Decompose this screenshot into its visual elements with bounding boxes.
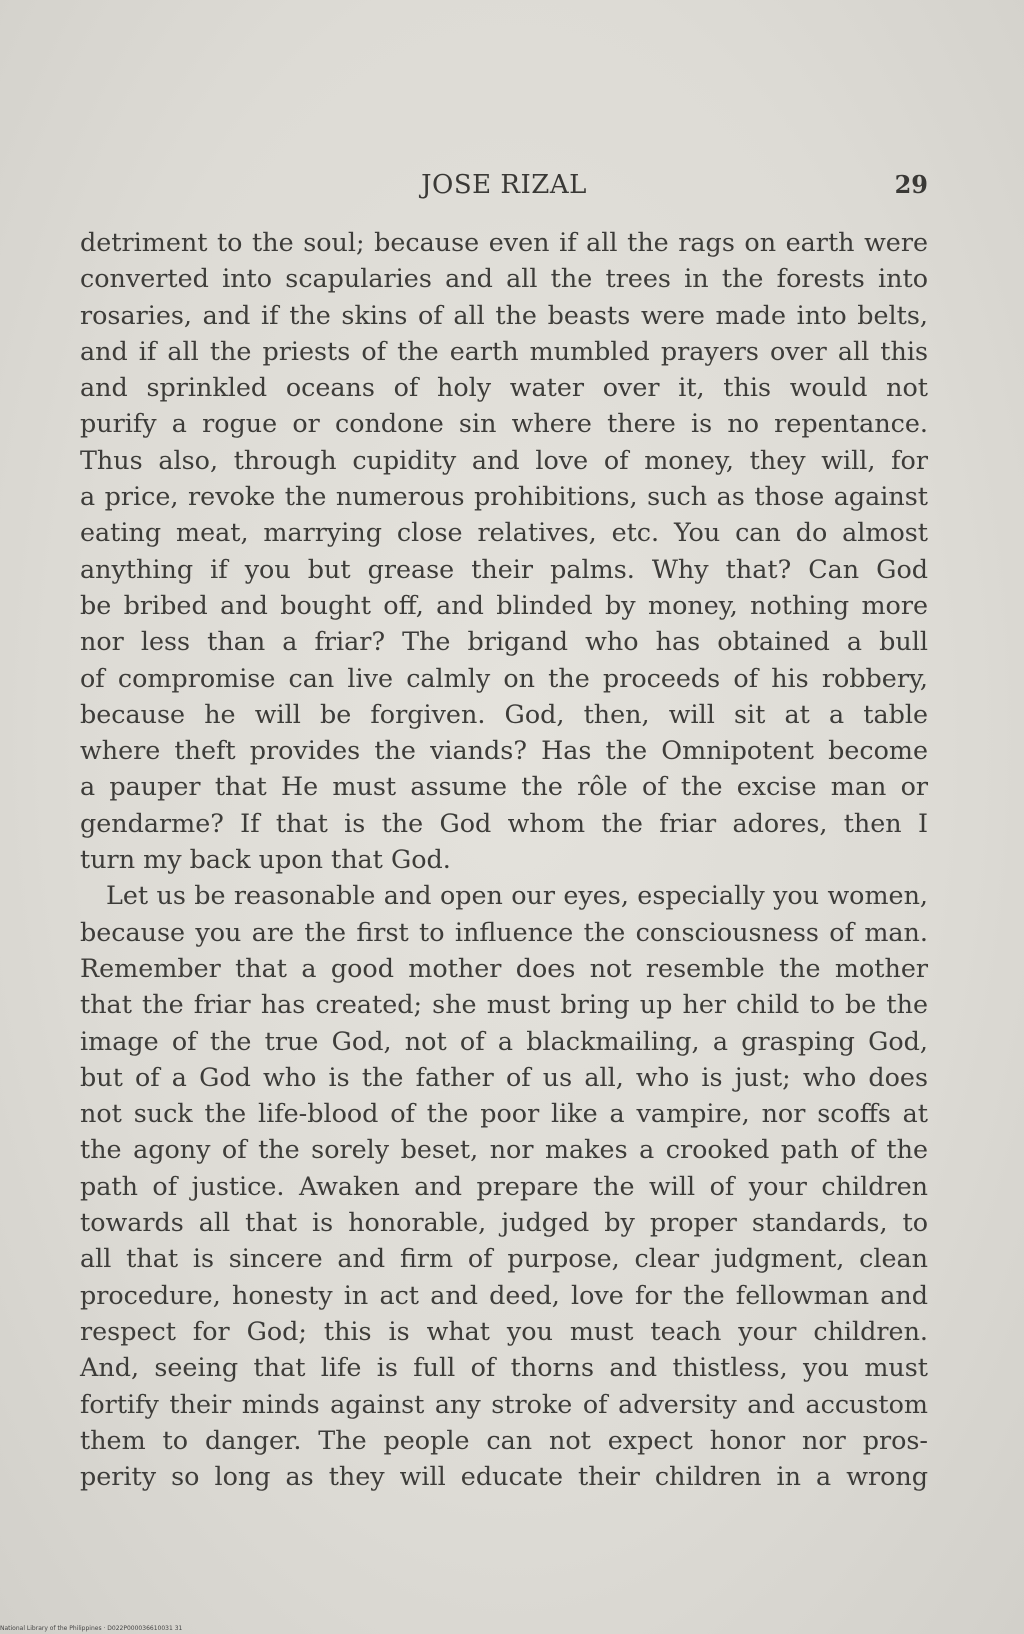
text-line: anything if you but grease their palms. Why that? Can God bbox=[80, 553, 928, 584]
text-line: converted into scapularies and all the trees in the forests into bbox=[80, 263, 928, 294]
text-line: respect for God; this is what you must teach your children. bbox=[80, 1315, 928, 1346]
text-line: detriment to the soul; because even if all the rags on earth were bbox=[80, 227, 928, 257]
text-line: rosaries, and if the skins of all the beasts were made into belts, bbox=[80, 299, 928, 330]
text-line: And, seeing that life is full of thorns and thistless, you must bbox=[80, 1352, 928, 1383]
text-line: because he will be forgiven. God, then, will sit at a table bbox=[80, 698, 928, 729]
text-line: gendarme? If that is the God whom the friar adores, then I bbox=[80, 807, 928, 838]
text-line: path of justice. Awaken and prepare the will of your children bbox=[80, 1170, 928, 1201]
text-line: towards all that is honorable, judged by proper standards, to bbox=[80, 1207, 928, 1238]
text-line: image of the true God, not of a blackmailing, a grasping God, bbox=[80, 1025, 928, 1056]
page-header bbox=[80, 170, 928, 210]
text-line: purify a rogue or condone sin where there is no repentance. bbox=[80, 408, 928, 439]
text-line: Let us be reasonable and open our eyes, especially you women, bbox=[106, 880, 928, 911]
text-line: and if all the priests of the earth mumbled prayers over all this bbox=[80, 335, 928, 366]
text-line: the agony of the sorely beset, nor makes a crooked path of the bbox=[80, 1134, 928, 1165]
text-line: Thus also, through cupidity and love of money, they will, for bbox=[80, 444, 928, 475]
text-line: because you are the first to influence the consciousness of man. bbox=[80, 916, 928, 947]
scan-footer-note: National Library of the Philippines · D022P000036610031 31 bbox=[0, 1625, 183, 1632]
text-line: where theft provides the viands? Has the Omnipotent become bbox=[80, 735, 928, 766]
text-line: of compromise can live calmly on the proceeds of his robbery, bbox=[80, 662, 928, 693]
text-line: eating meat, marrying close relatives, etc. You can do almost bbox=[80, 517, 928, 548]
text-line: fortify their minds against any stroke of adversity and accustom bbox=[80, 1388, 928, 1419]
text-line: nor less than a friar? The brigand who has obtained a bull bbox=[80, 626, 928, 657]
text-line: not suck the life-blood of the poor like a vampire, nor scoffs at bbox=[80, 1098, 928, 1129]
text-line: that the friar has created; she must bring up her child to be the bbox=[80, 989, 928, 1020]
body-text bbox=[80, 224, 928, 1494]
text-line: all that is sincere and firm of purpose, clear judgment, clean bbox=[80, 1243, 928, 1274]
text-line: be bribed and bought off, and blinded by money, nothing more bbox=[80, 589, 928, 620]
text-line: Remember that a good mother does not resemble the mother bbox=[80, 952, 928, 983]
text-line: but of a God who is the father of us all, who is just; who does bbox=[80, 1061, 928, 1092]
text-line: and sprinkled oceans of holy water over it, this would not bbox=[80, 372, 928, 403]
text-line: them to danger. The people can not expect honor nor pros- bbox=[80, 1424, 928, 1455]
text-line: a pauper that He must assume the rôle of the excise man or bbox=[80, 771, 928, 802]
running-title: JOSE RIZAL bbox=[421, 170, 587, 200]
text-line: perity so long as they will educate their children in a wrong bbox=[80, 1461, 928, 1492]
text-line: procedure, honesty in act and deed, love for the fellowman and bbox=[80, 1279, 928, 1310]
page-number: 29 bbox=[894, 170, 928, 199]
text-line: a price, revoke the numerous prohibitions, such as those against bbox=[80, 481, 928, 512]
text-line: turn my back upon that God. bbox=[80, 844, 451, 875]
